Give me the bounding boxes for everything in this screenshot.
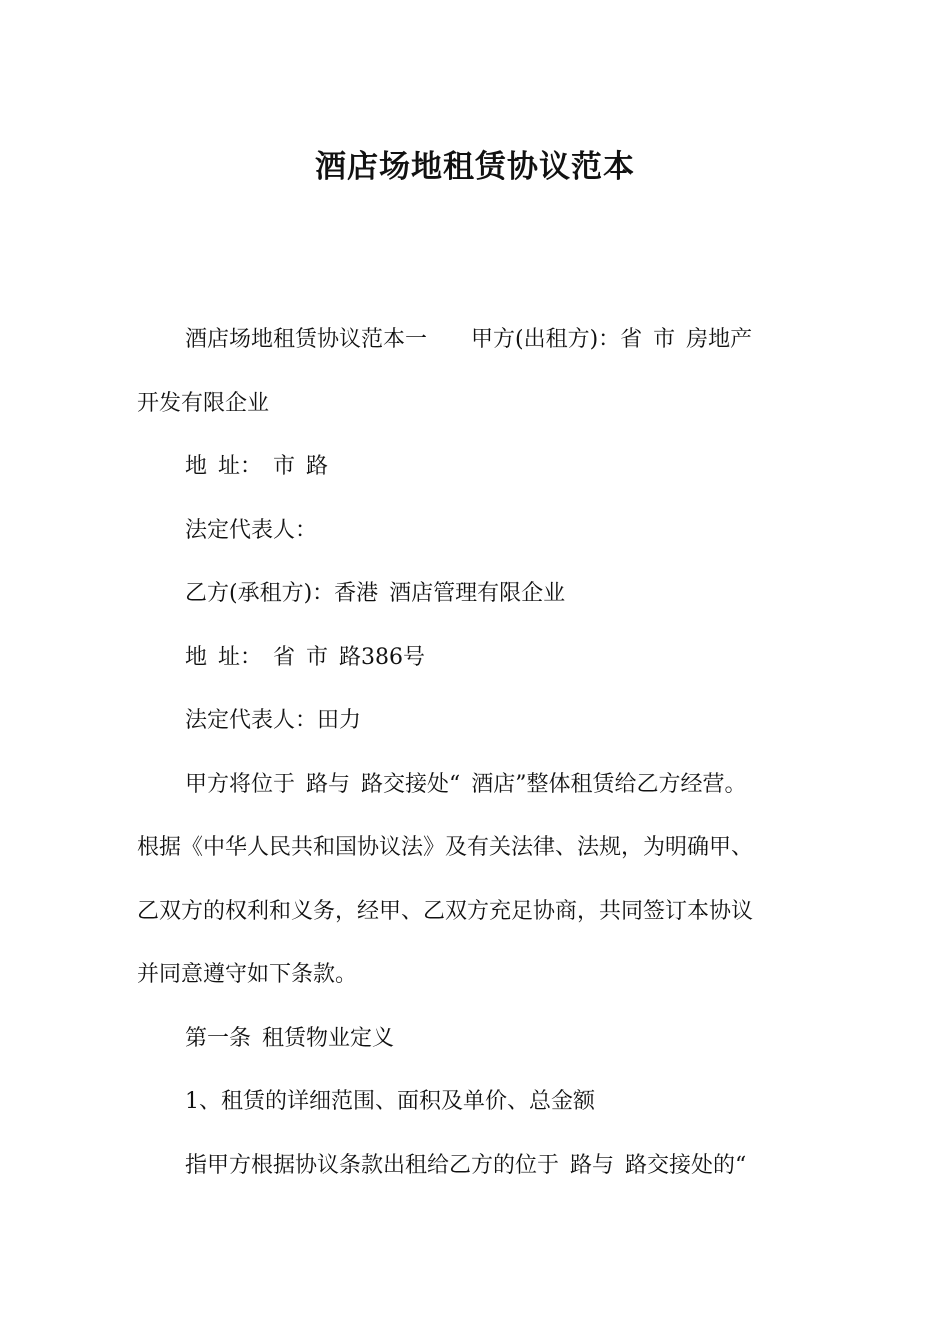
paragraph-line: 指甲方根据协议条款出租给乙方的位于 路与 路交接处的“ [185,1152,747,1178]
paragraph-line: 乙双方的权利和义务，经甲、乙双方充足协商，共同签订本协议 [137,898,754,924]
paragraph-line: 1、租赁的详细范围、面积及单价、总金额 [185,1089,595,1114]
paragraph-line: 第一条 租赁物业定义 [185,1025,395,1051]
paragraph-line: 乙方(承租方)：香港 酒店管理有限企业 [185,581,566,606]
document-body [137,318,837,1207]
paragraph-line: 法定代表人： [185,517,318,543]
paragraph-line: 地 址： 市 路 [185,454,329,479]
document-title: 酒店场地租赁协议范本 [315,149,635,185]
paragraph-line: 酒店场地租赁协议范本一 甲方(出租方)：省 市 房地产 [185,327,753,352]
paragraph-line: 法定代表人：田力 [185,708,362,733]
paragraph-line: 地 址： 省 市 路386号 [185,644,425,670]
paragraph-line: 开发有限企业 [137,390,270,416]
paragraph-line: 甲方将位于 路与 路交接处“ 酒店”整体租赁给乙方经营。 [185,771,747,797]
paragraph-line: 根据《中华人民共和国协议法》及有关法律、法规，为明确甲、 [137,835,754,860]
paragraph-line: 并同意遵守如下条款。 [137,962,358,987]
